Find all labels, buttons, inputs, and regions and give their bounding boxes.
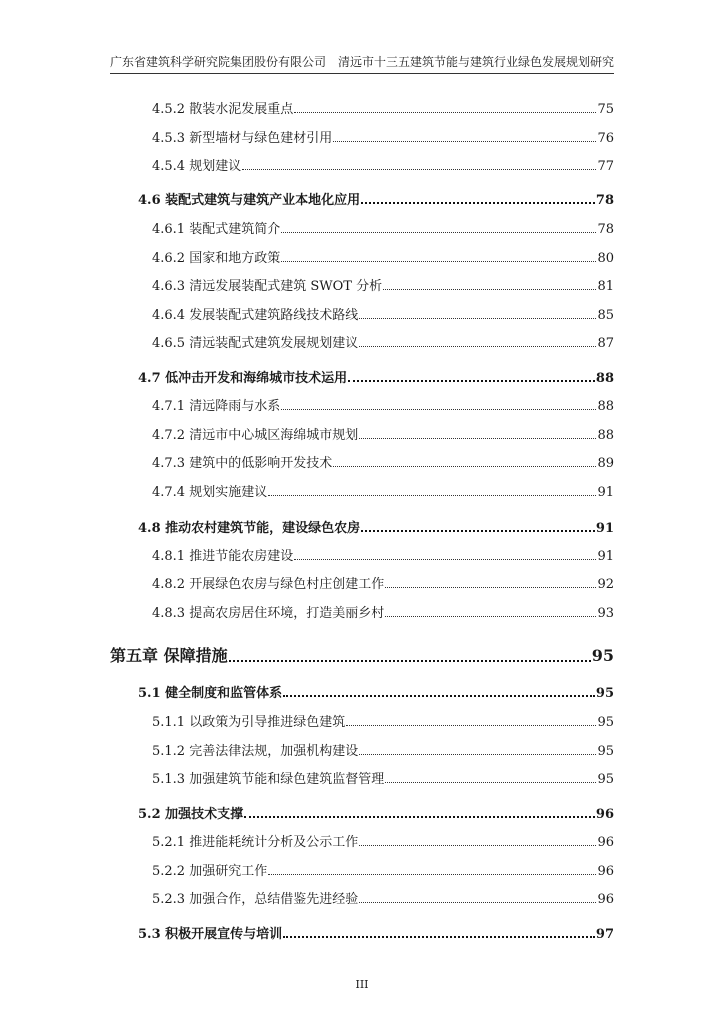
toc-section-entry[interactable] <box>138 803 614 822</box>
toc-leader-dots <box>385 616 596 617</box>
toc-entry-title: 5.3 积极开展宣传与培训 <box>138 927 283 942</box>
toc-leader-dots <box>385 782 596 783</box>
toc-subsection-entry[interactable] <box>152 602 614 621</box>
toc-entry-page: 95 <box>591 646 614 665</box>
toc-subsection-entry[interactable] <box>152 768 614 787</box>
toc-subsection-entry[interactable] <box>152 452 614 471</box>
toc-leader-dots <box>281 261 596 262</box>
toc-entry-page: 96 <box>597 835 614 850</box>
page-number: III <box>355 978 369 991</box>
toc-entry-page: 92 <box>597 577 614 592</box>
toc-leader-dots <box>333 141 596 142</box>
toc-entry-title: 4.8.1 推进节能农房建设 <box>152 549 294 564</box>
toc-entry-page: 89 <box>597 456 614 471</box>
toc-entry-title: 5.1 健全制度和监管体系 <box>138 686 283 701</box>
toc-subsection-entry[interactable] <box>152 860 614 879</box>
toc-subsection-entry[interactable] <box>152 545 614 564</box>
toc-entry-title: 4.7.4 规划实施建议 <box>152 485 268 500</box>
toc-subsection-entry[interactable] <box>152 127 614 146</box>
toc-entry-page: 78 <box>597 222 614 237</box>
toc-entry-title: 4.7.1 清远降雨与水系 <box>152 399 281 414</box>
toc-entry-page: 77 <box>597 159 614 174</box>
toc-entry-page: 91 <box>597 549 614 564</box>
toc-subsection-entry[interactable] <box>152 424 614 443</box>
toc-leader-dots <box>383 289 596 290</box>
toc-entry-page: 91 <box>597 485 614 500</box>
toc-entry-title: 5.2.3 加强合作，总结借鉴先进经验 <box>152 892 359 907</box>
toc-entry-title: 5.2.1 推进能耗统计分析及公示工作 <box>152 835 359 850</box>
toc-leader-dots <box>385 587 596 588</box>
header-document-title: 清远市十三五建筑节能与建筑行业绿色发展规划研究 <box>337 55 614 69</box>
toc-leader-dots <box>283 936 595 938</box>
toc-entry-title: 4.6.5 清远装配式建筑发展规划建议 <box>152 336 359 351</box>
toc-subsection-entry[interactable] <box>152 247 614 266</box>
toc-subsection-entry[interactable] <box>152 831 614 850</box>
toc-entry-page: 88 <box>597 399 614 414</box>
toc-leader-dots <box>359 438 596 439</box>
toc-entry-title: 4.6 装配式建筑与建筑产业本地化应用 <box>138 193 361 208</box>
toc-entry-title: 4.6.2 国家和地方政策 <box>152 251 281 266</box>
toc-subsection-entry[interactable] <box>152 573 614 592</box>
toc-leader-dots <box>229 660 591 662</box>
header-organization: 广东省建筑科学研究院集团股份有限公司 <box>110 55 327 69</box>
toc-subsection-entry[interactable] <box>152 332 614 351</box>
toc-entry-title: 4.6.4 发展装配式建筑路线技术路线 <box>152 308 359 323</box>
toc-subsection-entry[interactable] <box>152 481 614 500</box>
toc-subsection-entry[interactable] <box>152 711 614 730</box>
toc-entry-title: 4.6.1 装配式建筑简介 <box>152 222 281 237</box>
toc-entry-title: 4.6.3 清远发展装配式建筑 SWOT 分析 <box>152 279 383 294</box>
toc-entry-title: 4.5.2 散装水泥发展重点 <box>152 102 294 117</box>
toc-entry-page: 97 <box>595 927 614 942</box>
toc-leader-dots <box>294 559 596 560</box>
toc-entry-page: 96 <box>595 807 614 822</box>
toc-entry-page: 75 <box>597 102 614 117</box>
toc-leader-dots <box>361 530 595 532</box>
toc-leader-dots <box>294 112 596 113</box>
toc-leader-dots <box>359 318 596 319</box>
toc-leader-dots <box>346 725 596 726</box>
toc-leader-dots <box>359 845 596 846</box>
toc-section-entry[interactable] <box>138 517 614 536</box>
toc-entry-page: 87 <box>597 336 614 351</box>
toc-leader-dots <box>268 874 596 875</box>
toc-leader-dots <box>281 232 596 233</box>
toc-entry-page: 76 <box>597 131 614 146</box>
toc-subsection-entry[interactable] <box>152 740 614 759</box>
toc-entry-page: 93 <box>597 606 614 621</box>
toc-subsection-entry[interactable] <box>152 395 614 414</box>
toc-leader-dots <box>359 902 596 903</box>
toc-subsection-entry[interactable] <box>152 304 614 323</box>
toc-entry-page: 91 <box>595 521 614 536</box>
toc-entry-page: 95 <box>597 715 614 730</box>
toc-leader-dots <box>361 202 595 204</box>
toc-entry-title: 5.1.2 完善法律法规，加强机构建设 <box>152 744 359 759</box>
toc-entry-page: 95 <box>597 772 614 787</box>
toc-entry-title: 5.2 加强技术支撑 <box>138 807 244 822</box>
toc-subsection-entry[interactable] <box>152 275 614 294</box>
toc-leader-dots <box>244 816 595 818</box>
toc-subsection-entry[interactable] <box>152 98 614 117</box>
toc-section-entry[interactable] <box>138 682 614 701</box>
toc-entry-title: 4.7.3 建筑中的低影响开发技术 <box>152 456 333 471</box>
toc-leader-dots <box>359 346 596 347</box>
toc-entry-title: 第五章 保障措施 <box>110 646 228 665</box>
toc-entry-title: 4.8.3 提高农房居住环境，打造美丽乡村 <box>152 606 385 621</box>
toc-entry-title: 4.8.2 开展绿色农房与绿色村庄创建工作 <box>152 577 385 592</box>
toc-chapter-entry[interactable] <box>110 643 614 666</box>
toc-section-entry[interactable] <box>138 923 614 942</box>
toc-leader-dots <box>359 754 596 755</box>
toc-leader-dots <box>281 409 596 410</box>
toc-entry-title: 5.1.1 以政策为引导推进绿色建筑 <box>152 715 346 730</box>
toc-entry-page: 85 <box>597 308 614 323</box>
toc-section-entry[interactable] <box>138 189 614 208</box>
toc-entry-title: 5.1.3 加强建筑节能和绿色建筑监督管理 <box>152 772 385 787</box>
toc-entry-title: 4.8 推动农村建筑节能，建设绿色农房 <box>138 521 361 536</box>
toc-entry-page: 95 <box>595 686 614 701</box>
toc-entry-title: 4.5.3 新型墙材与绿色建材引用 <box>152 131 333 146</box>
toc-entry-page: 88 <box>597 428 614 443</box>
toc-entry-page: 78 <box>595 193 614 208</box>
toc-leader-dots <box>268 495 596 496</box>
page-header <box>110 50 614 74</box>
toc-entry-page: 88 <box>595 371 614 386</box>
toc-entry-title: 4.5.4 规划建议 <box>152 159 242 174</box>
toc-subsection-entry[interactable] <box>152 888 614 907</box>
toc-entry-page: 96 <box>597 864 614 879</box>
toc-entry-page: 96 <box>597 892 614 907</box>
toc-entry-page: 95 <box>597 744 614 759</box>
toc-entry-title: 4.7 低冲击开发和海绵城市技术运用 <box>138 371 348 386</box>
toc-entry-title: 5.2.2 加强研究工作 <box>152 864 268 879</box>
toc-entry-page: 80 <box>597 251 614 266</box>
toc-entry-page: 81 <box>597 279 614 294</box>
toc-section-entry[interactable] <box>138 367 614 386</box>
toc-entry-title: 4.7.2 清远市中心城区海绵城市规划 <box>152 428 359 443</box>
toc-subsection-entry[interactable] <box>152 155 614 174</box>
toc-leader-dots <box>283 695 595 697</box>
toc-leader-dots <box>333 466 596 467</box>
toc-leader-dots <box>242 169 596 170</box>
toc-leader-dots <box>348 380 595 382</box>
toc-subsection-entry[interactable] <box>152 218 614 237</box>
